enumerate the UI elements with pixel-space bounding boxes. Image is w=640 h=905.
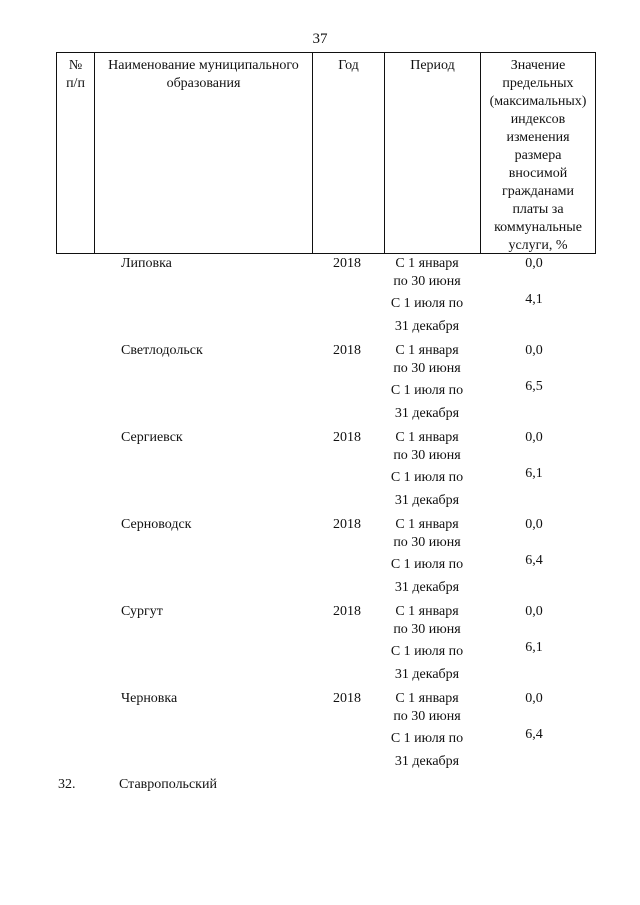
municipality-name: Липовка bbox=[121, 256, 172, 271]
period-line: С 1 июля по bbox=[390, 383, 464, 398]
header-name bbox=[94, 53, 312, 253]
period-line: С 1 января bbox=[395, 430, 459, 445]
table-row bbox=[0, 690, 640, 778]
period-line: С 1 июля по bbox=[390, 557, 464, 572]
header-year: Год bbox=[312, 53, 384, 253]
period-cell bbox=[382, 342, 472, 424]
period-line: по 30 июня bbox=[393, 448, 461, 463]
year-cell: 2018 bbox=[333, 691, 361, 706]
period-line: С 1 января bbox=[395, 256, 459, 271]
table-row bbox=[0, 342, 640, 430]
municipality-name: Сергиевск bbox=[121, 430, 183, 445]
period-line: по 30 июня bbox=[393, 535, 461, 550]
period-line: по 30 июня bbox=[393, 622, 461, 637]
value-second-half: 6,5 bbox=[525, 379, 543, 394]
value-second-half: 6,1 bbox=[525, 466, 543, 481]
period-line: С 1 июля по bbox=[390, 731, 464, 746]
period-line: 31 декабря bbox=[394, 406, 460, 421]
period-line: 31 декабря bbox=[394, 493, 460, 508]
period-cell bbox=[382, 603, 472, 685]
year-cell: 2018 bbox=[333, 430, 361, 445]
value-cell bbox=[506, 429, 562, 483]
period-line: С 1 июля по bbox=[390, 296, 464, 311]
header-value-line: индексов bbox=[510, 112, 566, 127]
municipality-name: Черновка bbox=[121, 691, 178, 706]
value-cell bbox=[506, 516, 562, 570]
year-cell: 2018 bbox=[333, 517, 361, 532]
header-number-line: п/п bbox=[66, 76, 85, 91]
municipality-name: Серноводск bbox=[121, 517, 192, 532]
header-value-line: Значение bbox=[510, 58, 566, 73]
value-cell bbox=[506, 690, 562, 744]
value-second-half: 4,1 bbox=[525, 292, 543, 307]
value-cell bbox=[506, 255, 562, 309]
period-line: С 1 июля по bbox=[390, 470, 464, 485]
municipality-name: Светлодольск bbox=[121, 343, 203, 358]
value-second-half: 6,4 bbox=[525, 553, 543, 568]
period-cell bbox=[382, 429, 472, 511]
header-number-line: № bbox=[68, 58, 83, 73]
period-line: по 30 июня bbox=[393, 361, 461, 376]
header-value-line: (максимальных) bbox=[489, 94, 587, 109]
value-first-half: 0,0 bbox=[525, 691, 543, 706]
table-row bbox=[0, 603, 640, 691]
header-value-line: предельных bbox=[502, 76, 574, 91]
header-value bbox=[480, 53, 596, 253]
value-first-half: 0,0 bbox=[525, 517, 543, 532]
header-value-line: вносимой bbox=[508, 166, 568, 181]
header-value-line: коммунальные bbox=[494, 220, 582, 235]
header-value-line: услуги, % bbox=[508, 238, 568, 253]
row-number: 32. bbox=[58, 777, 76, 792]
value-cell bbox=[506, 342, 562, 396]
period-line: С 1 января bbox=[395, 691, 459, 706]
header-value-line: платы за bbox=[512, 202, 564, 217]
year-cell: 2018 bbox=[333, 256, 361, 271]
period-line: 31 декабря bbox=[394, 319, 460, 334]
table-row bbox=[0, 255, 640, 343]
table-row bbox=[0, 429, 640, 517]
header-value-line: гражданами bbox=[501, 184, 575, 199]
period-line: С 1 января bbox=[395, 343, 459, 358]
period-line: 31 декабря bbox=[394, 754, 460, 769]
page-number: 37 bbox=[312, 31, 328, 47]
municipality-name: Сургут bbox=[121, 604, 163, 619]
header-period: Период bbox=[384, 53, 480, 253]
value-first-half: 0,0 bbox=[525, 604, 543, 619]
header-value-line: размера bbox=[514, 148, 562, 163]
period-line: 31 декабря bbox=[394, 580, 460, 595]
value-first-half: 0,0 bbox=[525, 343, 543, 358]
value-first-half: 0,0 bbox=[525, 256, 543, 271]
period-line: по 30 июня bbox=[393, 274, 461, 289]
period-cell bbox=[382, 690, 472, 772]
header-value-line: изменения bbox=[506, 130, 570, 145]
period-line: 31 декабря bbox=[394, 667, 460, 682]
period-line: С 1 июля по bbox=[390, 644, 464, 659]
period-line: С 1 января bbox=[395, 604, 459, 619]
value-second-half: 6,4 bbox=[525, 727, 543, 742]
period-cell bbox=[382, 516, 472, 598]
period-line: по 30 июня bbox=[393, 709, 461, 724]
table-header bbox=[56, 52, 596, 254]
table-row bbox=[0, 516, 640, 604]
value-first-half: 0,0 bbox=[525, 430, 543, 445]
period-cell bbox=[382, 255, 472, 337]
municipality-name: Ставропольский bbox=[119, 777, 217, 792]
year-cell: 2018 bbox=[333, 343, 361, 358]
value-cell bbox=[506, 603, 562, 657]
value-second-half: 6,1 bbox=[525, 640, 543, 655]
header-name-line: Наименование муниципального bbox=[108, 58, 299, 73]
header-name-line: образования bbox=[166, 76, 241, 91]
period-line: С 1 января bbox=[395, 517, 459, 532]
header-number bbox=[56, 53, 94, 253]
year-cell: 2018 bbox=[333, 604, 361, 619]
